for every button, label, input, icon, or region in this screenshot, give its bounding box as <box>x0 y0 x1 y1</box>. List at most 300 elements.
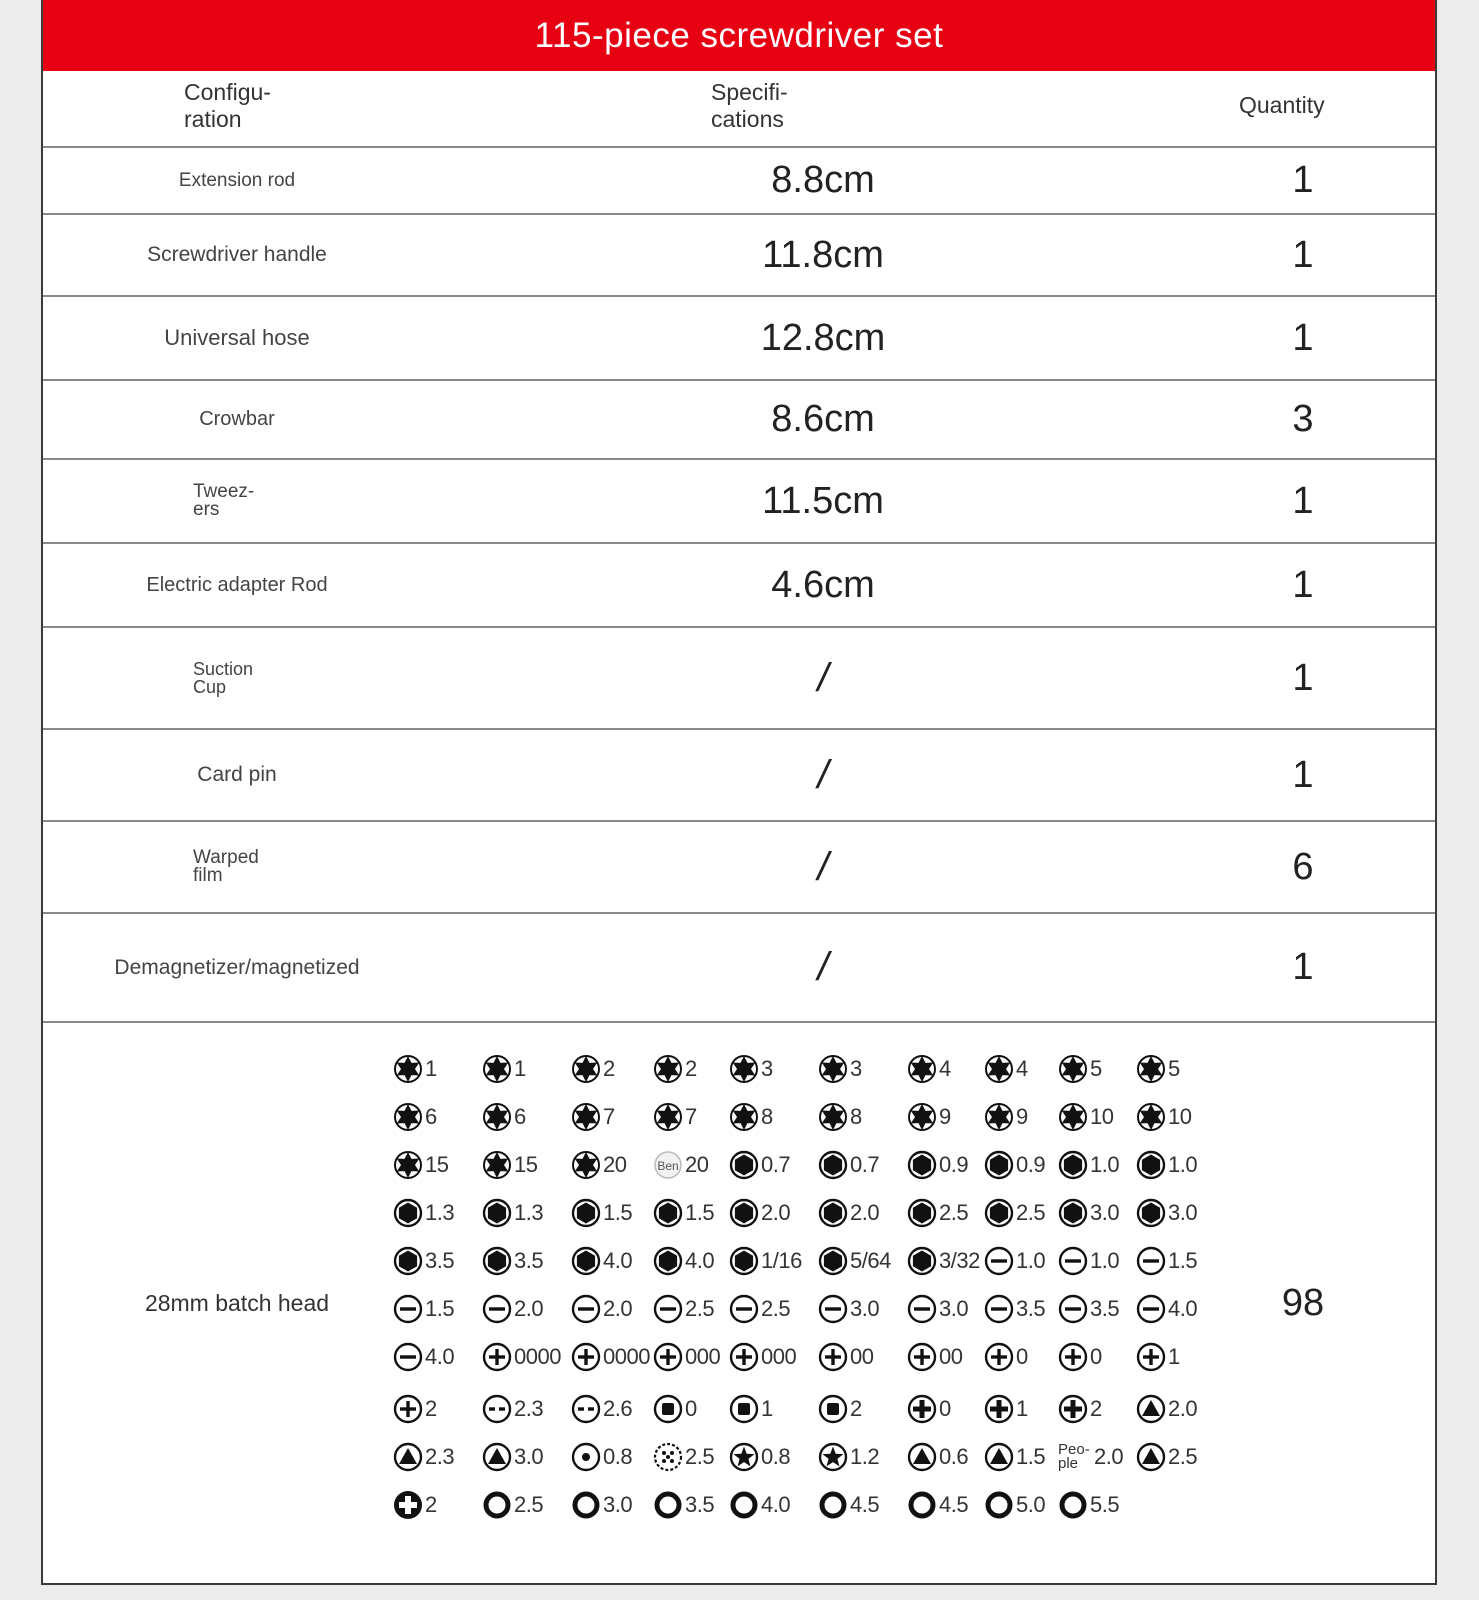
bit-size-label: 1/16 <box>761 1248 802 1273</box>
table-row <box>43 460 1435 544</box>
bit-size-label: 2.5 <box>761 1296 791 1321</box>
bit-size-label: 1 <box>761 1396 773 1421</box>
item-spec <box>603 297 1043 379</box>
batch-head-name: 28mm batch head <box>144 1289 330 1316</box>
bit-item <box>907 1045 984 1093</box>
bit-item <box>393 1285 482 1333</box>
item-spec-text: / <box>817 655 829 700</box>
table-row <box>43 544 1435 628</box>
svg-text:Ben: Ben <box>657 1159 679 1173</box>
bit-size-label: 1 <box>425 1056 437 1081</box>
table-row <box>43 381 1435 460</box>
header-quantity: Quantity <box>1239 92 1325 118</box>
bit-size-label: 2 <box>425 1492 437 1517</box>
slotted-icon <box>984 1294 1014 1324</box>
bit-item <box>729 1477 818 1533</box>
bit-item <box>1058 1477 1136 1533</box>
torx-icon <box>1136 1102 1166 1132</box>
bit-size-label: 3.0 <box>603 1492 633 1517</box>
ring-icon <box>1058 1490 1088 1520</box>
bit-item <box>984 1189 1058 1237</box>
bit-size-label: 10 <box>1090 1104 1114 1129</box>
bit-item <box>1136 1141 1216 1189</box>
torx-icon <box>1058 1054 1088 1084</box>
ring-icon <box>571 1490 601 1520</box>
bit-item <box>393 1141 482 1189</box>
torx-icon <box>907 1102 937 1132</box>
bit-size-label: 3.5 <box>425 1248 455 1273</box>
phillips-icon <box>393 1394 423 1424</box>
item-spec <box>603 730 1043 820</box>
torx-icon <box>653 1054 683 1084</box>
bit-size-label: 1 <box>1168 1344 1180 1369</box>
torx-icon <box>984 1102 1014 1132</box>
bit-size-label: 3.0 <box>939 1296 969 1321</box>
header-specifications: Specifi- cations <box>711 79 788 132</box>
slotted-icon <box>1058 1246 1088 1276</box>
bit-size-label: 3.0 <box>850 1296 880 1321</box>
slotted-icon <box>653 1294 683 1324</box>
bit-item <box>907 1141 984 1189</box>
slotted-split-icon <box>571 1394 601 1424</box>
triangle-icon <box>1136 1394 1166 1424</box>
bit-size-label: 0.7 <box>850 1152 880 1177</box>
bit-item <box>1136 1093 1216 1141</box>
bit-size-label: 2.0 <box>514 1296 544 1321</box>
hex-icon <box>984 1198 1014 1228</box>
bit-item <box>1058 1045 1136 1093</box>
bit-item <box>1136 1045 1216 1093</box>
phillips-icon <box>984 1342 1014 1372</box>
item-spec <box>603 215 1043 295</box>
table-row <box>43 914 1435 1023</box>
bit-size-label: 2.5 <box>1016 1200 1046 1225</box>
hex-icon <box>1058 1198 1088 1228</box>
hex-icon <box>653 1198 683 1228</box>
bit-item <box>907 1333 984 1381</box>
hex-icon <box>571 1198 601 1228</box>
bit-item <box>1136 1237 1216 1285</box>
item-quantity: 1 <box>1292 753 1314 796</box>
item-name-text: Screwdriver handle <box>147 243 327 266</box>
hex-icon <box>393 1198 423 1228</box>
slotted-icon <box>571 1294 601 1324</box>
table-row <box>43 297 1435 381</box>
bit-item <box>653 1045 729 1093</box>
bit-item <box>653 1285 729 1333</box>
slotted-icon <box>818 1294 848 1324</box>
bit-item <box>729 1189 818 1237</box>
item-name <box>43 730 431 820</box>
bit-item <box>571 1093 653 1141</box>
bit-size-label: 2.6 <box>603 1396 633 1421</box>
hex-icon <box>907 1150 937 1180</box>
bit-size-label: 3.5 <box>1090 1296 1120 1321</box>
bit-item <box>653 1477 729 1533</box>
slotted-icon <box>1058 1294 1088 1324</box>
bit-item <box>984 1477 1058 1533</box>
cross-bold-icon <box>1058 1394 1088 1424</box>
item-name <box>43 460 431 542</box>
item-name <box>43 544 431 626</box>
bit-item <box>1136 1429 1216 1485</box>
item-spec-text: / <box>817 844 829 889</box>
ring-icon <box>818 1490 848 1520</box>
table-row <box>43 628 1435 730</box>
batch-head-row <box>43 1023 1435 1583</box>
bit-size-label: 2.0 <box>1094 1444 1124 1469</box>
bit-item <box>393 1045 482 1093</box>
bit-size-label: 2.5 <box>685 1296 715 1321</box>
bit-item <box>1058 1333 1136 1381</box>
bit-item <box>393 1333 482 1381</box>
cross-solid-icon <box>393 1490 423 1520</box>
bit-size-label: 1.5 <box>685 1200 715 1225</box>
bit-size-label: 3 <box>850 1056 862 1081</box>
hex-icon <box>571 1246 601 1276</box>
ring-icon <box>984 1490 1014 1520</box>
item-spec-text: 11.8cm <box>762 233 884 276</box>
bit-item <box>907 1093 984 1141</box>
batch-head-quantity: 98 <box>1281 1281 1325 1324</box>
item-name <box>43 822 431 912</box>
item-spec-text: 8.8cm <box>771 159 875 201</box>
bit-size-label: 2.3 <box>514 1396 544 1421</box>
bit-size-label: 0 <box>1090 1344 1102 1369</box>
bit-size-label: 2.5 <box>685 1444 715 1469</box>
torx-icon <box>482 1102 512 1132</box>
ring-icon <box>907 1490 937 1520</box>
bit-size-label: 7 <box>685 1104 697 1129</box>
hex-icon <box>818 1198 848 1228</box>
bit-size-label: 2 <box>603 1056 615 1081</box>
item-spec <box>603 148 1043 213</box>
hex-icon <box>1136 1198 1166 1228</box>
bit-size-label: 1.0 <box>1090 1152 1120 1177</box>
hex-icon <box>482 1198 512 1228</box>
slotted-icon <box>482 1294 512 1324</box>
hex-icon <box>818 1246 848 1276</box>
bit-size-label: 0 <box>939 1396 951 1421</box>
ring-icon <box>729 1490 759 1520</box>
table-header <box>43 71 1435 148</box>
bit-size-label: 3 <box>761 1056 773 1081</box>
bit-size-label: 1.3 <box>514 1200 544 1225</box>
bit-item <box>1136 1333 1216 1381</box>
bit-item <box>818 1333 907 1381</box>
item-name-text: Card pin <box>197 763 277 786</box>
bit-grid <box>393 1045 1216 1525</box>
item-quantity: 3 <box>1292 398 1314 440</box>
item-quantity: 1 <box>1292 656 1314 699</box>
hex-icon <box>653 1246 683 1276</box>
torx-icon <box>729 1102 759 1132</box>
hex-icon <box>393 1246 423 1276</box>
bit-size-label: 5 <box>1168 1056 1180 1081</box>
bit-size-label: 1.0 <box>1168 1152 1198 1177</box>
table-row <box>43 822 1435 914</box>
item-spec <box>603 460 1043 542</box>
item-spec-text: 8.6cm <box>771 398 875 440</box>
item-spec <box>603 544 1043 626</box>
torx-icon <box>1136 1054 1166 1084</box>
bit-item <box>393 1093 482 1141</box>
bit-item <box>984 1045 1058 1093</box>
torx-icon <box>393 1150 423 1180</box>
bit-size-label: 000 <box>685 1344 721 1369</box>
bit-size-label: 1.3 <box>425 1200 455 1225</box>
bit-size-label: 6 <box>514 1104 526 1129</box>
phillips-icon <box>482 1342 512 1372</box>
hex-icon <box>907 1198 937 1228</box>
torx-icon <box>907 1054 937 1084</box>
bit-size-label: 2.0 <box>761 1200 791 1225</box>
item-name-text: Suction Cup <box>193 659 254 697</box>
bit-size-label: 2.0 <box>850 1200 880 1225</box>
slotted-icon <box>1136 1294 1166 1324</box>
bit-size-label: 3.0 <box>1090 1200 1120 1225</box>
bit-item <box>984 1141 1058 1189</box>
bit-item <box>984 1093 1058 1141</box>
torx-icon <box>393 1054 423 1084</box>
phillips-icon <box>729 1342 759 1372</box>
bit-item <box>818 1189 907 1237</box>
bit-item <box>1136 1189 1216 1237</box>
item-name <box>43 297 431 379</box>
bit-size-label: 4 <box>939 1056 951 1081</box>
triangle-icon <box>984 1442 1014 1472</box>
table-row <box>43 148 1435 215</box>
bit-size-label: 4.0 <box>603 1248 633 1273</box>
bit-size-label: 3.5 <box>514 1248 544 1273</box>
bit-size-label: 2.0 <box>603 1296 633 1321</box>
bit-item <box>571 1045 653 1093</box>
bit-size-label: 15 <box>514 1152 538 1177</box>
item-spec <box>603 914 1043 1021</box>
hex-icon <box>1136 1150 1166 1180</box>
bit-item <box>571 1285 653 1333</box>
bit-item <box>571 1141 653 1189</box>
square-icon <box>818 1394 848 1424</box>
table-row <box>43 730 1435 822</box>
hex-icon <box>729 1150 759 1180</box>
item-quantity: 1 <box>1292 316 1314 359</box>
bit-item <box>482 1141 571 1189</box>
bit-item <box>818 1285 907 1333</box>
slotted-split-icon <box>482 1394 512 1424</box>
item-spec-text: 4.6cm <box>771 563 875 606</box>
hex-icon <box>818 1150 848 1180</box>
bit-size-label: 2 <box>1090 1396 1102 1421</box>
bit-item <box>482 1237 571 1285</box>
bit-size-label: 3.0 <box>1168 1200 1198 1225</box>
bit-size-label: 2 <box>425 1396 437 1421</box>
phillips-icon <box>1136 1342 1166 1372</box>
bit-item <box>571 1189 653 1237</box>
bit-size-label: 5.5 <box>1090 1492 1120 1517</box>
bit-item <box>907 1477 984 1533</box>
bit-item <box>729 1285 818 1333</box>
torx-icon <box>729 1054 759 1084</box>
bit-size-label: 1.2 <box>850 1444 880 1469</box>
bit-size-label: 2.3 <box>425 1444 455 1469</box>
torx-icon <box>571 1054 601 1084</box>
phillips-icon <box>907 1342 937 1372</box>
slotted-icon <box>729 1294 759 1324</box>
bit-item <box>653 1237 729 1285</box>
item-name-text: Electric adapter Rod <box>146 573 328 596</box>
triangle-icon <box>1136 1442 1166 1472</box>
bit-size-label: 1.5 <box>425 1296 455 1321</box>
item-name-text: Extension rod <box>178 169 296 191</box>
bit-item <box>818 1093 907 1141</box>
bit-size-label: 2.0 <box>1168 1396 1198 1421</box>
bit-item <box>482 1285 571 1333</box>
bit-size-label: 4.0 <box>761 1492 791 1517</box>
bit-item <box>1058 1237 1136 1285</box>
item-name <box>43 148 431 213</box>
phillips-icon <box>653 1342 683 1372</box>
bit-item <box>482 1045 571 1093</box>
bit-item <box>907 1237 984 1285</box>
bit-size-label: 5.0 <box>1016 1492 1046 1517</box>
bit-item <box>482 1333 571 1381</box>
bit-item <box>907 1189 984 1237</box>
bit-size-label: 00 <box>939 1344 963 1369</box>
bit-size-label: 0000 <box>514 1344 561 1369</box>
bit-size-label: 1.5 <box>603 1200 633 1225</box>
item-name-text: Universal hose <box>164 325 310 350</box>
ben-icon <box>653 1150 683 1180</box>
bit-size-label: 6 <box>425 1104 437 1129</box>
item-spec-text: / <box>817 945 829 989</box>
bit-item <box>1058 1189 1136 1237</box>
item-quantity: 6 <box>1292 845 1314 888</box>
bit-size-label: 1 <box>514 1056 526 1081</box>
bit-size-label: 4 <box>1016 1056 1028 1081</box>
slotted-icon <box>984 1246 1014 1276</box>
bit-size-label: 4.5 <box>939 1492 969 1517</box>
item-name-text: Tweez- ers <box>193 481 255 520</box>
torx-icon <box>653 1102 683 1132</box>
bit-size-label: 8 <box>761 1104 773 1129</box>
bit-item <box>482 1093 571 1141</box>
bit-item <box>818 1477 907 1533</box>
bit-size-label: 2.5 <box>514 1492 544 1517</box>
bit-size-label: 7 <box>603 1104 615 1129</box>
bit-size-label: 15 <box>425 1152 449 1177</box>
bit-size-label: 5/64 <box>850 1248 891 1273</box>
bit-item <box>393 1477 482 1533</box>
bit-size-label: 8 <box>850 1104 862 1129</box>
item-name <box>43 628 431 728</box>
table-row <box>43 215 1435 297</box>
bit-item <box>1058 1285 1136 1333</box>
item-spec <box>603 822 1043 912</box>
spec-sheet <box>41 0 1437 1585</box>
dot-icon <box>571 1442 601 1472</box>
item-name <box>43 215 431 295</box>
item-quantity: 1 <box>1292 159 1314 201</box>
bit-item <box>482 1189 571 1237</box>
triangle-icon <box>393 1442 423 1472</box>
cross-bold-icon <box>984 1394 1014 1424</box>
torx-icon <box>482 1054 512 1084</box>
bit-size-label: 0 <box>1016 1344 1028 1369</box>
bit-item <box>818 1141 907 1189</box>
bit-size-label: 1.0 <box>1090 1248 1120 1273</box>
item-quantity: 1 <box>1292 479 1314 522</box>
slotted-icon <box>907 1294 937 1324</box>
bit-size-label: 0.7 <box>761 1152 791 1177</box>
phillips-icon <box>1058 1342 1088 1372</box>
torx-icon <box>984 1054 1014 1084</box>
bit-size-label: 0.9 <box>1016 1152 1046 1177</box>
bit-item <box>907 1285 984 1333</box>
bit-item <box>729 1093 818 1141</box>
bit-size-label: 0.8 <box>603 1444 633 1469</box>
page-title: 115-piece screwdriver set <box>534 15 944 55</box>
triangle-icon <box>907 1442 937 1472</box>
bit-item <box>571 1237 653 1285</box>
phillips-icon <box>571 1342 601 1372</box>
item-quantity: 1 <box>1292 946 1314 988</box>
bit-item <box>729 1045 818 1093</box>
torx-icon <box>818 1054 848 1084</box>
bit-item <box>984 1237 1058 1285</box>
bit-item <box>729 1141 818 1189</box>
torx-icon <box>571 1102 601 1132</box>
hex-icon <box>984 1150 1014 1180</box>
slotted-icon <box>393 1342 423 1372</box>
torx-icon <box>571 1150 601 1180</box>
bit-size-label: 20 <box>685 1152 709 1177</box>
bit-size-label: 20 <box>603 1152 627 1177</box>
triangle-icon <box>482 1442 512 1472</box>
torx-icon <box>818 1102 848 1132</box>
item-name-text: Warped film <box>193 847 259 886</box>
bit-item <box>653 1141 729 1189</box>
dots-icon <box>653 1442 683 1472</box>
torx-icon <box>1058 1102 1088 1132</box>
item-quantity: 1 <box>1292 563 1314 606</box>
bit-size-label: 4.0 <box>1168 1296 1198 1321</box>
item-name-text: Crowbar <box>199 408 275 430</box>
bit-item <box>729 1237 818 1285</box>
torx-icon <box>482 1150 512 1180</box>
bit-item <box>393 1189 482 1237</box>
bit-item <box>1136 1285 1216 1333</box>
bit-size-label: 0.9 <box>939 1152 969 1177</box>
item-spec-text: 11.5cm <box>762 479 884 522</box>
slotted-icon <box>393 1294 423 1324</box>
slotted-icon <box>1136 1246 1166 1276</box>
bit-size-label: 4.5 <box>850 1492 880 1517</box>
bit-item <box>1058 1141 1136 1189</box>
bit-size-label: 9 <box>939 1104 951 1129</box>
item-spec-text: / <box>817 752 829 797</box>
ring-icon <box>653 1490 683 1520</box>
bit-item <box>729 1333 818 1381</box>
bit-size-label: 2 <box>685 1056 697 1081</box>
people-tag: Peo- ple <box>1058 1441 1090 1472</box>
hex-icon <box>729 1246 759 1276</box>
bit-size-label: 5 <box>1090 1056 1102 1081</box>
hex-icon <box>1058 1150 1088 1180</box>
bit-size-label: 1.5 <box>1168 1248 1198 1273</box>
bit-size-label: 1 <box>1016 1396 1028 1421</box>
torx-icon <box>393 1102 423 1132</box>
